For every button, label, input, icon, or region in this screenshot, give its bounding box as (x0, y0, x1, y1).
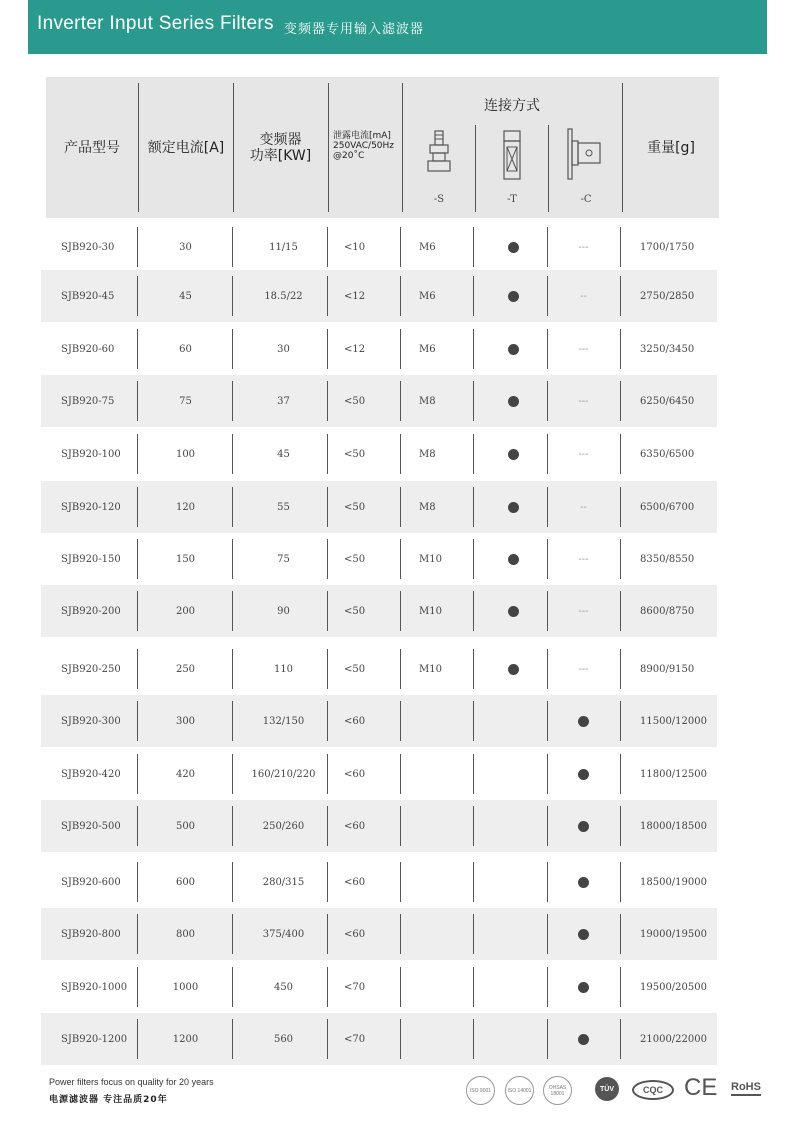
column-divider (547, 381, 548, 421)
cell-weight: 3250/3450 (640, 343, 695, 355)
column-divider (620, 806, 621, 846)
cell-t (491, 800, 536, 852)
filled-dot-icon (578, 929, 589, 940)
column-divider (547, 701, 548, 741)
cell-leak: <50 (344, 605, 366, 617)
cell-t (491, 748, 536, 800)
column-divider (473, 539, 474, 579)
cell-s (419, 856, 459, 908)
filled-dot-icon (578, 716, 589, 727)
cell-t-dot (491, 221, 536, 273)
header-divider (548, 125, 549, 212)
cell-s (419, 800, 459, 852)
cell-t (491, 961, 536, 1013)
tab-terminal-icon (502, 129, 522, 183)
cell-s (419, 748, 459, 800)
cell-leak: <50 (344, 663, 366, 675)
cell-c: -- (580, 290, 587, 302)
column-divider (473, 487, 474, 527)
column-divider (400, 539, 401, 579)
cell-c: --- (578, 663, 589, 675)
column-divider (547, 227, 548, 267)
cell-weight: 19000/19500 (640, 928, 707, 940)
column-divider (473, 591, 474, 631)
cell-c-dot (561, 961, 606, 1013)
table-row (41, 856, 717, 908)
column-divider (400, 434, 401, 474)
table-row (41, 1013, 717, 1065)
cell-current: 420 (175, 768, 196, 780)
filled-dot-icon (508, 396, 519, 407)
cell-c-dot (561, 908, 606, 960)
table-header (46, 77, 719, 218)
cell-model: SJB920-60 (61, 343, 115, 355)
cell-leak: <70 (344, 1033, 366, 1045)
cell-t (491, 695, 536, 747)
cell-weight: 8350/8550 (640, 553, 695, 565)
cell-s (419, 908, 459, 960)
cell-s (419, 1013, 459, 1065)
column-divider (620, 914, 621, 954)
cell-leak: <50 (344, 553, 366, 565)
filled-dot-icon (508, 606, 519, 617)
column-divider (473, 914, 474, 954)
cell-power: 280/315 (262, 876, 305, 888)
column-divider (473, 649, 474, 689)
cell-s: M8 (419, 501, 436, 513)
cell-c: --- (578, 343, 589, 355)
header-divider (328, 83, 329, 212)
header-conn-c: -C (580, 194, 592, 205)
column-divider (547, 591, 548, 631)
cell-model: SJB920-1000 (61, 981, 128, 993)
column-divider (400, 591, 401, 631)
cell-weight: 11500/12000 (640, 715, 707, 727)
cell-model: SJB920-200 (61, 605, 121, 617)
cell-model: SJB920-120 (61, 501, 121, 513)
table-row (41, 270, 717, 322)
cell-model: SJB920-1200 (61, 1033, 128, 1045)
column-divider (400, 701, 401, 741)
table-row (41, 961, 717, 1013)
cell-current: 60 (179, 343, 192, 355)
cell-leak: <70 (344, 981, 366, 993)
cell-s: M6 (419, 343, 436, 355)
filled-dot-icon (508, 242, 519, 253)
cell-model: SJB920-500 (61, 820, 121, 832)
column-divider (473, 381, 474, 421)
cell-c-dot (561, 695, 606, 747)
cell-leak: <12 (344, 290, 366, 302)
header-title-zh: 变频器专用输入滤波器 (284, 22, 425, 37)
column-divider (547, 1019, 548, 1059)
column-divider (473, 862, 474, 902)
cell-power: 75 (277, 553, 290, 565)
cell-s (419, 695, 459, 747)
table-row (41, 375, 717, 427)
column-divider (620, 862, 621, 902)
cell-model: SJB920-250 (61, 663, 121, 675)
cell-leak: <10 (344, 241, 366, 253)
column-divider (547, 806, 548, 846)
cell-current: 100 (175, 448, 196, 460)
filled-dot-icon (578, 1034, 589, 1045)
cell-weight: 21000/22000 (640, 1033, 707, 1045)
filled-dot-icon (578, 982, 589, 993)
table-row (41, 428, 717, 480)
column-divider (620, 649, 621, 689)
cell-t-dot (491, 585, 536, 637)
cell-model: SJB920-600 (61, 876, 121, 888)
header-weight: 重量[g] (647, 139, 695, 156)
cell-model: SJB920-300 (61, 715, 121, 727)
table-row (41, 748, 717, 800)
column-divider (620, 591, 621, 631)
cell-power: 160/210/220 (251, 768, 316, 780)
column-divider (547, 649, 548, 689)
ce-mark: CE (684, 1074, 718, 1101)
filled-dot-icon (508, 554, 519, 565)
header-leak (333, 131, 394, 161)
cell-c-dot (561, 800, 606, 852)
column-divider (400, 381, 401, 421)
cell-current: 250 (175, 663, 196, 675)
column-divider (620, 329, 621, 369)
column-divider (547, 914, 548, 954)
header-conn-s: -S (433, 194, 445, 205)
cell-power: 250/260 (262, 820, 305, 832)
cell-power: 11/15 (269, 241, 298, 253)
column-divider (620, 701, 621, 741)
header-model: 产品型号 (64, 139, 120, 156)
cell-c: --- (578, 605, 589, 617)
column-divider (620, 1019, 621, 1059)
cell-power: 375/400 (262, 928, 305, 940)
cell-weight: 18500/19000 (640, 876, 707, 888)
cell-power: 45 (277, 448, 290, 460)
cell-t-dot (491, 533, 536, 585)
cell-c: --- (578, 448, 589, 460)
column-divider (400, 967, 401, 1007)
iso14001-badge: ISO 14001 (505, 1076, 534, 1105)
column-divider (400, 276, 401, 316)
cell-power: 90 (277, 605, 290, 617)
header-leak-line1: 泄露电流[mA] (333, 131, 391, 141)
table-row (41, 800, 717, 852)
table-row (41, 695, 717, 747)
column-divider (620, 967, 621, 1007)
column-divider (400, 806, 401, 846)
cell-t-dot (491, 428, 536, 480)
header-leak-line2: 250VAC/50Hz (333, 141, 395, 151)
iso9001-badge: ISO 9001 (466, 1076, 495, 1105)
column-divider (400, 329, 401, 369)
column-divider (400, 754, 401, 794)
column-divider (400, 649, 401, 689)
column-divider (620, 276, 621, 316)
cell-t (491, 1013, 536, 1065)
cell-current: 75 (179, 395, 192, 407)
cell-current: 200 (175, 605, 196, 617)
cell-s: M10 (419, 553, 442, 565)
header-leak-line3: @20˚C (333, 151, 365, 161)
page-header (28, 0, 767, 54)
cell-leak: <12 (344, 343, 366, 355)
cell-s: M8 (419, 395, 436, 407)
cell-s (419, 961, 459, 1013)
cell-s: M6 (419, 241, 436, 253)
filled-dot-icon (508, 344, 519, 355)
cell-power: 18.5/22 (264, 290, 303, 302)
cell-leak: <60 (344, 715, 366, 727)
cell-c: --- (578, 241, 589, 253)
cell-s: M8 (419, 448, 436, 460)
cell-power: 30 (277, 343, 290, 355)
column-divider (620, 381, 621, 421)
header-power-line1: 变频器 (259, 131, 302, 148)
footer-slogan-zh: 电源滤波器 专注品质20年 (49, 1095, 168, 1105)
column-divider (473, 1019, 474, 1059)
cell-leak: <50 (344, 395, 366, 407)
column-divider (547, 434, 548, 474)
column-divider (547, 487, 548, 527)
column-divider (473, 806, 474, 846)
cell-model: SJB920-100 (61, 448, 121, 460)
cell-t-dot (491, 270, 536, 322)
cell-power: 450 (273, 981, 294, 993)
cell-current: 30 (179, 241, 192, 253)
cell-weight: 8900/9150 (640, 663, 695, 675)
cell-s: M10 (419, 663, 442, 675)
rohs-logo: RoHS (731, 1081, 761, 1096)
column-divider (620, 539, 621, 579)
filled-dot-icon (578, 877, 589, 888)
ohsas18001-badge: OHSAS 18001 (543, 1076, 572, 1105)
cell-weight: 6500/6700 (640, 501, 695, 513)
cell-leak: <60 (344, 820, 366, 832)
column-divider (400, 1019, 401, 1059)
header-power-line2: 功率[KW] (249, 147, 312, 164)
column-divider (620, 227, 621, 267)
cell-c-dot (561, 856, 606, 908)
filled-dot-icon (508, 664, 519, 675)
header-title-en: Inverter Input Series Filters (37, 13, 274, 34)
column-divider (620, 434, 621, 474)
cell-t-dot (491, 375, 536, 427)
column-divider (473, 701, 474, 741)
footer-slogan-en: Power filters focus on quality for 20 years (49, 1077, 214, 1087)
cell-weight: 1700/1750 (640, 241, 695, 253)
cell-weight: 19500/20500 (640, 981, 707, 993)
column-divider (620, 754, 621, 794)
table-row (41, 585, 717, 637)
table-row (41, 221, 717, 273)
cell-c-dot (561, 748, 606, 800)
cell-leak: <50 (344, 501, 366, 513)
column-divider (473, 276, 474, 316)
cell-power: 110 (273, 663, 294, 675)
cell-current: 800 (175, 928, 196, 940)
cell-leak: <60 (344, 768, 366, 780)
header-connection: 连接方式 (484, 98, 540, 114)
cell-current: 1200 (172, 1033, 199, 1045)
cell-s: M6 (419, 290, 436, 302)
cell-t (491, 856, 536, 908)
column-divider (400, 487, 401, 527)
cqc-logo: CQC (632, 1080, 674, 1100)
table-row (41, 323, 717, 375)
column-divider (473, 329, 474, 369)
cell-t (491, 908, 536, 960)
column-divider (547, 754, 548, 794)
cell-t-dot (491, 481, 536, 533)
table-row (41, 481, 717, 533)
cell-model: SJB920-45 (61, 290, 115, 302)
cell-model: SJB920-150 (61, 553, 121, 565)
cell-t-dot (491, 323, 536, 375)
tuv-logo: TÜV (595, 1077, 619, 1101)
table-row (41, 908, 717, 960)
column-divider (400, 862, 401, 902)
filled-dot-icon (508, 291, 519, 302)
column-divider (473, 227, 474, 267)
filled-dot-icon (508, 449, 519, 460)
cell-current: 45 (179, 290, 192, 302)
header-current: 额定电流[A] (147, 139, 225, 156)
table-row (41, 643, 717, 695)
column-divider (547, 539, 548, 579)
column-divider (473, 754, 474, 794)
cell-weight: 6250/6450 (640, 395, 695, 407)
header-conn-t: -T (507, 194, 517, 205)
cell-current: 300 (175, 715, 196, 727)
cell-model: SJB920-75 (61, 395, 115, 407)
cell-c: -- (580, 501, 587, 513)
cell-power: 37 (277, 395, 290, 407)
filled-dot-icon (578, 821, 589, 832)
column-divider (400, 227, 401, 267)
header-power (234, 77, 327, 218)
column-divider (547, 862, 548, 902)
cell-model: SJB920-420 (61, 768, 121, 780)
cell-c: --- (578, 553, 589, 565)
column-divider (547, 329, 548, 369)
column-divider (547, 967, 548, 1007)
header-divider (475, 125, 476, 212)
screw-terminal-icon (424, 129, 454, 177)
cell-c: --- (578, 395, 589, 407)
column-divider (473, 967, 474, 1007)
cell-current: 120 (175, 501, 196, 513)
table-row (41, 533, 717, 585)
cell-leak: <60 (344, 876, 366, 888)
cell-leak: <50 (344, 448, 366, 460)
column-divider (620, 487, 621, 527)
filled-dot-icon (508, 502, 519, 513)
column-divider (473, 434, 474, 474)
cell-model: SJB920-30 (61, 241, 115, 253)
filled-dot-icon (578, 769, 589, 780)
column-divider (400, 914, 401, 954)
cell-current: 150 (175, 553, 196, 565)
cell-s: M10 (419, 605, 442, 617)
cell-power: 132/150 (262, 715, 305, 727)
column-divider (547, 276, 548, 316)
cell-weight: 18000/18500 (640, 820, 707, 832)
cell-weight: 8600/8750 (640, 605, 695, 617)
busbar-terminal-icon (566, 127, 606, 183)
cell-power: 55 (277, 501, 290, 513)
cell-c-dot (561, 1013, 606, 1065)
cell-t-dot (491, 643, 536, 695)
cell-current: 1000 (172, 981, 199, 993)
cell-leak: <60 (344, 928, 366, 940)
cell-model: SJB920-800 (61, 928, 121, 940)
cell-weight: 6350/6500 (640, 448, 695, 460)
cell-weight: 11800/12500 (640, 768, 707, 780)
cell-current: 500 (175, 820, 196, 832)
cell-current: 600 (175, 876, 196, 888)
cell-power: 560 (273, 1033, 294, 1045)
cell-weight: 2750/2850 (640, 290, 695, 302)
